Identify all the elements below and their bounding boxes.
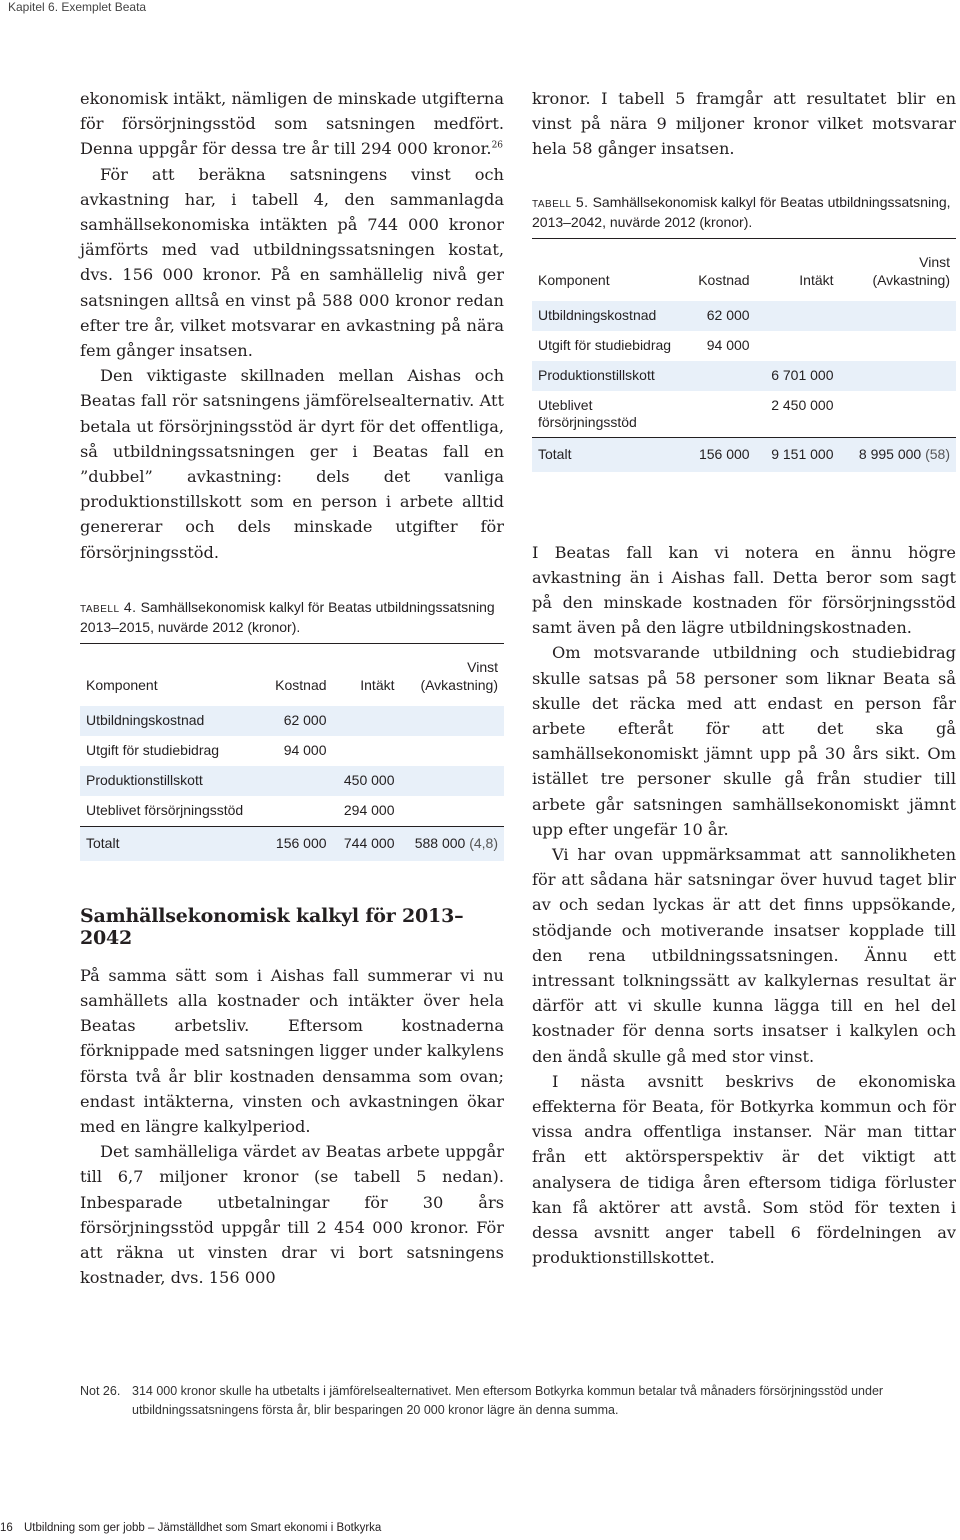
table-row xyxy=(532,301,956,331)
section-paragraph-2: Det samhälleliga värdet av Beatas arbete uppgår till 6,7 miljoner kronor (se tabell 5 nedan). Inbesparade utbetalningar för 30 års försörjningsstöd uppgår till 2 454 000 kronor. För att räkna ut vinsten drar vi bort satsningens kostnader, dvs. 156 000 xyxy=(80,1142,504,1288)
total-avkastning: (4,8) xyxy=(469,835,498,852)
cell-intakt: 9 151 000 xyxy=(756,437,840,472)
col-avkastning-label: (Avkastning) xyxy=(420,676,498,693)
right-column xyxy=(532,86,956,1271)
total-vinst: 8 995 000 xyxy=(858,446,922,463)
cell-intakt: 294 000 xyxy=(343,802,395,819)
col-avkastning-label: (Avkastning) xyxy=(872,271,950,288)
section-heading: Samhällsekonomisk kalkyl för 2013–2042 xyxy=(80,904,464,949)
total-avkastning: (58) xyxy=(925,446,950,463)
col-intakt: Intäkt xyxy=(360,676,395,693)
cell-vinst xyxy=(840,361,956,391)
left-column xyxy=(80,86,504,1291)
cell-komponent: Utbildningskostnad xyxy=(80,706,264,736)
col-vinst xyxy=(401,644,505,706)
col-komponent: Komponent xyxy=(86,676,158,693)
cell-intakt: 450 000 xyxy=(333,766,401,796)
cell-vinst xyxy=(840,437,956,472)
cell-vinst xyxy=(840,331,956,361)
cell-intakt xyxy=(333,736,401,766)
right-paragraph-5: I nästa avsnitt beskrivs de ekonomiska effekterna för Beata, för Botkyrka kommun och för vissa andra offentliga instanser. När man tittar från ett aktörsperspektiv är det viktigt att analysera de tidiga åren eftersom tidiga förluster kan få aktörer att avstå. Som stöd för texten i dessa avsnitt anger tabell 6 fördelningen av produktionstillskottet. xyxy=(532,1071,956,1268)
table-4-header-row xyxy=(80,644,504,706)
table-row xyxy=(532,391,956,437)
cell-vinst xyxy=(840,301,956,331)
table-4-caption xyxy=(80,597,504,637)
cell-kostnad xyxy=(264,796,333,826)
cell-komponent: Utbildningskostnad xyxy=(532,301,684,331)
cell-intakt: 744 000 xyxy=(333,826,401,861)
cell-kostnad: 156 000 xyxy=(264,826,333,861)
right-paragraph-3: Om motsvarande utbildning och studiebidrag skulle satsas på 58 personer som liknar Beata så skulle det räcka med att endast en person får arbete efteråt för att det ska gå samhällsekonomiskt jämnt upp på 30 års sikt. Om istället tre personer skulle gå från studier till arbete går satsningen samhällsekonomiskt jämnt upp efter ungefär 10 år. xyxy=(532,643,956,839)
cell-vinst xyxy=(840,391,956,437)
footnote xyxy=(80,1382,940,1420)
table-row xyxy=(80,706,504,736)
page-number: 16 xyxy=(0,1522,13,1534)
col-vinst xyxy=(840,239,956,301)
cell-komponent: Totalt xyxy=(532,437,684,472)
cell-intakt xyxy=(756,301,840,331)
footnote-ref-26[interactable]: 26 xyxy=(491,141,504,152)
left-paragraph-3a: Den viktigaste skillnaden mellan Aishas och Beatas fall rör satsningens jämförelsealternativ. xyxy=(80,366,504,411)
cell-vinst xyxy=(401,796,505,826)
left-paragraph-3b: Att betala ut försörjningsstöd är dyrt för det offentliga, så utbildningssatsningen ger i Beatas fall en ”dubbel” avkastning: dels det vanliga produktionstillskott som en person i arbete alltid genererar och dels minskade utgifter för försörjningsstöd. xyxy=(80,391,504,562)
cell-kostnad xyxy=(684,361,756,391)
cell-intakt xyxy=(333,706,401,736)
right-paragraph-2: I Beatas fall kan vi notera en ännu högre avkastning än i Aishas fall. Detta beror som sagt på den minskade kostnaden för försörjningsstöd samt även på den lägre utbildningskostnaden. xyxy=(532,542,956,638)
cell-kostnad: 94 000 xyxy=(706,337,750,354)
left-paragraph-2: För att beräkna satsningens vinst och avkastning har, i tabell 4, den sammanlagda samhällsekonomiska intäkten på 744 000 kronor jämförts med vad utbildningssatsningen kostat, dvs. 156 000 kronor. På en samhällelig nivå ger satsningen alltså en vinst på 588 000 kronor redan efter tre år, vilket motsvarar en avkastning på nära fem gånger insatsen. xyxy=(80,164,504,361)
table-row xyxy=(80,736,504,766)
cell-kostnad: 156 000 xyxy=(684,437,756,472)
cell-kostnad: 62 000 xyxy=(684,301,756,331)
page-footer xyxy=(0,1522,381,1534)
table-4-block xyxy=(80,597,504,861)
total-vinst: 588 000 xyxy=(414,835,466,852)
table-row xyxy=(532,331,956,361)
left-paragraph-1 xyxy=(80,86,504,162)
footnote-text: 314 000 kronor skulle ha utbetalts i jämförelsealternativet. Men eftersom Botkyrka kommun betalar två månaders försörjningsstöd under utbildningssatsningens första år, blir besparingen 20 000 kronor lägre än denna summa. xyxy=(132,1384,884,1417)
col-komponent: Komponent xyxy=(538,271,610,288)
cell-komponent: Utgift för studiebidrag xyxy=(538,337,672,354)
table-total-row xyxy=(80,826,504,861)
chapter-header: Kapitel 6. Exemplet Beata xyxy=(8,0,147,14)
table-5-label: tabell 5. xyxy=(532,193,589,210)
cell-intakt: 6 701 000 xyxy=(756,361,840,391)
left-paragraph-1-text: ekonomisk intäkt, nämligen de minskade utgifterna för försörjningsstöd som satsningen medfört. Denna uppgår för dessa tre år till 294 000 kronor. xyxy=(80,89,505,159)
cell-kostnad: 62 000 xyxy=(264,706,333,736)
table-5-title: Samhällsekonomisk kalkyl för Beatas utbildningssatsning, 2013–2042, nuvärde 2012 (kronor). xyxy=(532,193,951,230)
table-4-title: Samhällsekonomisk kalkyl för Beatas utbildningssatsning 2013–2015, nuvärde 2012 (kronor). xyxy=(80,598,495,635)
cell-kostnad xyxy=(684,391,756,437)
cell-komponent: Produktionstillskott xyxy=(532,361,684,391)
table-total-row xyxy=(532,437,956,472)
table-5-block xyxy=(532,192,956,472)
cell-komponent: Uteblivet försörjningsstöd xyxy=(86,802,244,819)
col-kostnad: Kostnad xyxy=(698,271,750,288)
footnote-label: Not 26. xyxy=(80,1384,121,1398)
cell-intakt: 2 450 000 xyxy=(771,396,834,413)
table-4-label: tabell 4. xyxy=(80,598,137,615)
table-row xyxy=(80,796,504,826)
col-vinst-label: Vinst xyxy=(467,658,498,675)
cell-kostnad: 94 000 xyxy=(283,742,327,759)
cell-intakt xyxy=(756,331,840,361)
table-5-caption xyxy=(532,192,956,232)
col-kostnad: Kostnad xyxy=(275,676,327,693)
table-5 xyxy=(532,239,956,472)
col-vinst-label: Vinst xyxy=(919,253,950,270)
cell-komponent: Utgift för studiebidrag xyxy=(86,742,220,759)
col-intakt: Intäkt xyxy=(799,271,834,288)
table-row xyxy=(532,361,956,391)
right-paragraph-4: Vi har ovan uppmärksammat att sannolikheten för att sådana här satsningar över huvud taget blir av och sedan lyckas är att det finns uppsökande, stödjande och motiverande insatser kopplade till den rena utbildningssatsningen. Ännu ett intressant tolkningssätt av kalkylernas resultat är därför att vi skulle kunna lägga till en hel del kostnader för denna sorts insatser i kalkylen och den ändå skulle gå med stor vinst. xyxy=(532,845,956,1066)
table-5-header-row xyxy=(532,239,956,301)
cell-kostnad xyxy=(264,766,333,796)
cell-komponent: Totalt xyxy=(80,826,264,861)
cell-vinst xyxy=(401,706,505,736)
cell-komponent: Uteblivet försörjningsstöd xyxy=(538,396,637,430)
table-row xyxy=(80,766,504,796)
table-4 xyxy=(80,644,504,861)
right-paragraph-1: kronor. I tabell 5 framgår att resultatet blir en vinst på nära 9 miljoner kronor vilket motsvarar hela 58 gånger insatsen. xyxy=(532,89,956,159)
footer-title: Utbildning som ger jobb – Jämställdhet som Smart ekonomi i Botkyrka xyxy=(24,1522,382,1534)
section-paragraph-1: På samma sätt som i Aishas fall summerar vi nu samhällets alla kostnader och intäkter över hela Beatas arbetsliv. Eftersom kostnaderna förknippade med satsningen ligger under kalkylens första två år blir kostnaden densamma som ovan; endast intäkterna, vinsten och avkastningen ökar med en längre kalkylperiod. xyxy=(80,965,504,1137)
left-paragraph-3 xyxy=(80,363,504,565)
cell-vinst xyxy=(401,826,505,861)
cell-komponent: Produktionstillskott xyxy=(80,766,264,796)
cell-vinst xyxy=(401,736,505,766)
cell-vinst xyxy=(401,766,505,796)
